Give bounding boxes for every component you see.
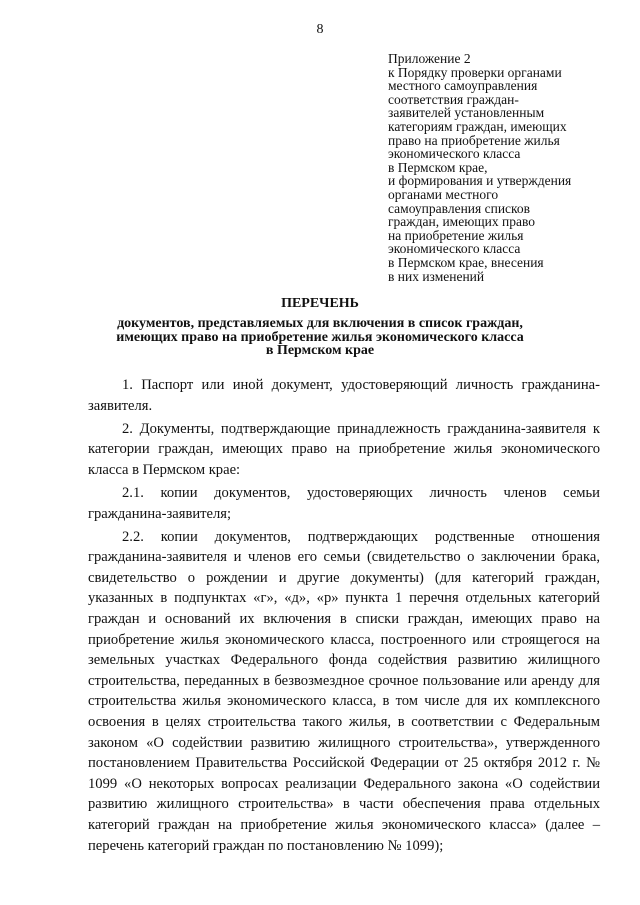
appendix-line: экономического класса [388,241,521,257]
appendix-line: право на приобретение жилья [388,132,560,148]
appendix-line: и формирования и утверждения [388,173,572,189]
appendix-line: соответствия граждан- [388,91,519,107]
appendix-line: граждан, имеющих право [388,214,536,230]
appendix-line: на приобретение жилья [388,227,524,243]
appendix-block [388,52,628,283]
appendix-line: местного самоуправления [388,78,538,94]
appendix-line: самоуправления списков [388,200,531,216]
appendix-line: категориям граждан, имеющих [388,118,567,134]
paragraph-category-documents: 2. Документы, подтверждающие принадлежность гражданина-заявителя к категории граждан, имеющих право на приобретение жилья экономического класса в Пермском крае: [88,420,600,478]
appendix-line: Приложение 2 [388,51,471,66]
appendix-line: экономического класса [388,146,521,162]
appendix-line: органами местного [388,186,499,202]
subtitle-line: имеющих право на приобретение жилья экономического класса [116,329,524,345]
page-number: 8 [316,22,324,37]
document-body [88,375,600,859]
appendix-line: заявителей установленным [388,105,545,121]
subtitle-line: в Пермском крае [265,343,375,358]
appendix-line: в Пермском крае, [388,159,488,175]
appendix-line: в Пермском крае, внесения [388,254,544,270]
appendix-line: к Порядку проверки органами [388,64,562,80]
document-subtitle [80,317,560,358]
paragraph-2-2: 2.2. копии документов, подтверждающих родственные отношения гражданина-заявителя и членов его семьи (свидетельство о заключении брака, свидетельство о рождении и другие документы) (для категорий граждан, указанных в подпунктах «г», «д», «р» пункта 1 перечня отдельных категорий граждан и оснований их включения в списки граждан, имеющих право на приобретение жилья экономического класса, построенного или строящегося на земельных участках Федерального фонда содействия развитию жилищного строительства, переданных в безвозмездное срочное пользование или аренду для строительства жилья экономического класса, в том числе для их комплексного освоения в целях строительства такого жилья, в соответствии с Федеральным законом «О содействии развитию жилищного строительства», утвержденного постановлением Правительства Российской Федерации от 25 октября 2012 г. № 1099 «О некоторых вопросах реализации Федерального закона «О содействии развитию жилищного строительства» в части обеспечения права отдельных категорий граждан на приобретение жилья экономического класса» (далее – перечень категорий граждан по постановлению № 1099); [88,528,600,854]
paragraph-passport: 1. Паспорт или иной документ, удостоверяющий личность гражданина-заявителя. [88,377,600,414]
document-title: ПЕРЕЧЕНЬ [281,296,359,311]
paragraph-2-1: 2.1. копии документов, удостоверяющих личность членов семьи гражданина-заявителя; [88,484,600,522]
subtitle-line: документов, представляемых для включения в список граждан, [117,316,523,331]
appendix-line: в них изменений [388,268,485,284]
